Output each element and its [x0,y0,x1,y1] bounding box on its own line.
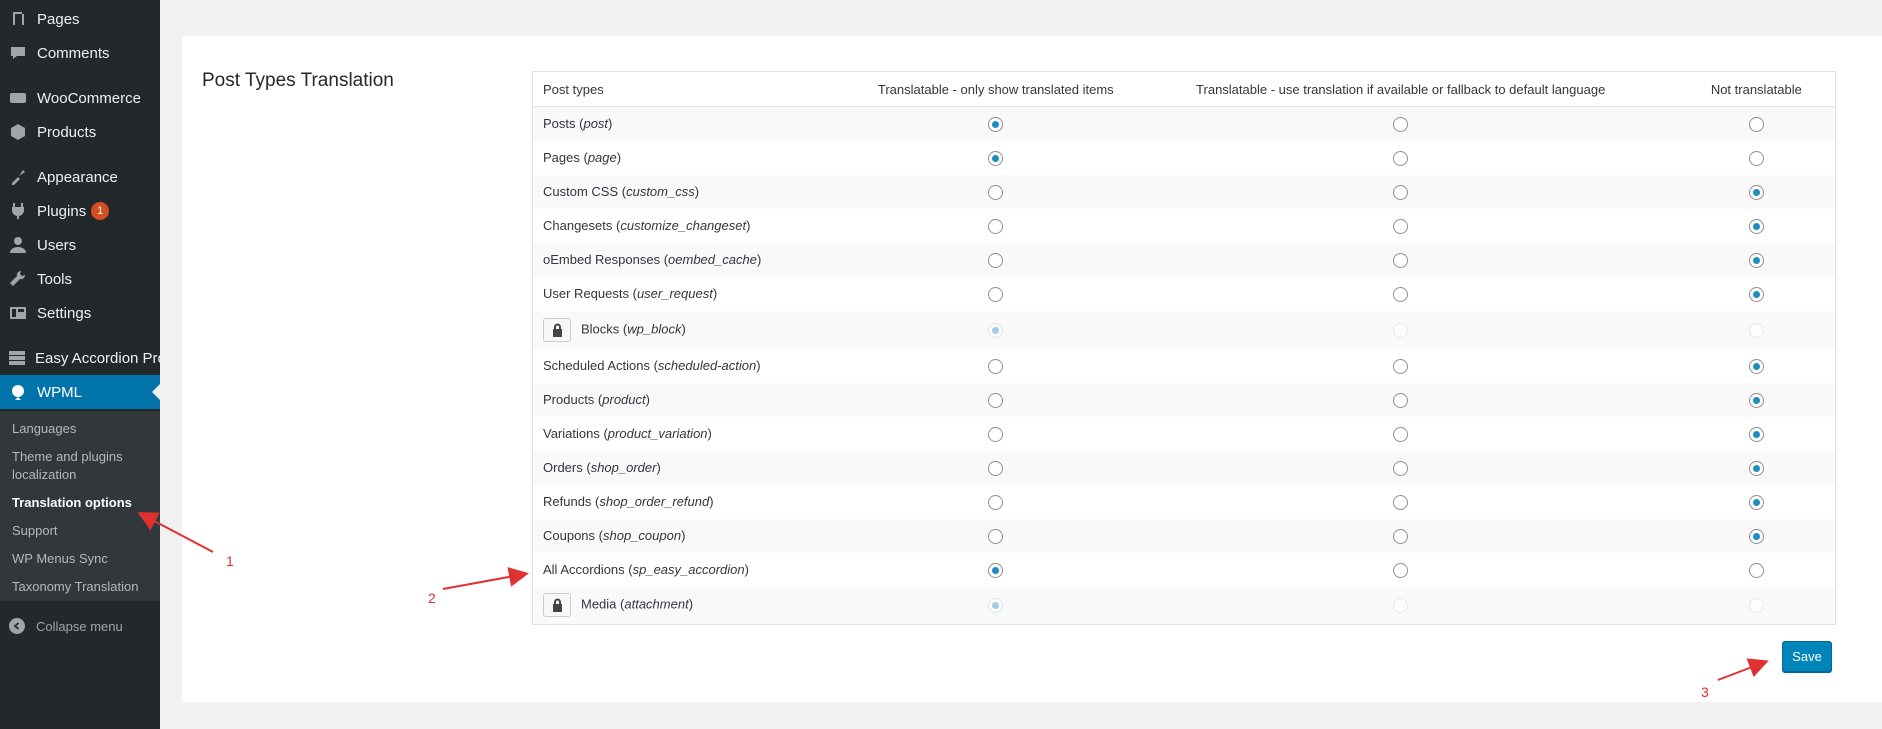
post-type-slug: product [602,392,646,407]
post-type-label: Posts [543,116,576,132]
radio-cell [868,519,1124,553]
update-count-badge: 1 [91,202,109,220]
post-type-label: Scheduled Actions [543,358,650,373]
table-row [533,209,1836,243]
post-type-label: Media [581,596,617,612]
radio-cell [868,243,1124,277]
not-translatable-radio[interactable] [1749,117,1764,132]
settings-icon [8,303,28,323]
appearance-icon [8,167,28,187]
sidebar-item-label: Settings [37,304,92,322]
not-translatable-radio[interactable] [1749,563,1764,578]
radio-cell [1124,175,1678,209]
wpml-icon [8,382,28,402]
radio-cell [1678,451,1836,485]
post-type-label: All Accordions [543,562,625,577]
collapse-menu-label: Collapse menu [36,618,123,634]
radio-cell [1678,485,1836,519]
table-row [533,451,1836,485]
radio-cell [1124,451,1678,485]
post-type-slug: custom_css [626,184,695,199]
post-type-label: Products [543,392,595,407]
radio-cell [1124,417,1678,451]
not-translatable-radio[interactable] [1749,427,1764,442]
translatable-fallback-radio[interactable] [1393,495,1408,510]
post-type-name-cell: Variations (product_variation) [543,426,712,441]
post-type-label: Coupons [543,528,596,543]
not-translatable-radio[interactable] [1749,495,1764,510]
radio-cell [868,587,1124,625]
radio-cell [1124,311,1678,349]
submenu-item-wp-menus-sync[interactable]: WP Menus Sync [12,551,108,566]
radio-cell [868,277,1124,311]
post-type-name-cell: Orders (shop_order) [533,451,868,485]
sidebar-item-comments[interactable] [0,36,160,70]
sidebar-item-woocommerce[interactable] [0,81,160,115]
woocommerce-icon [8,88,28,108]
post-type-label: Variations [543,426,600,441]
radio-cell [1678,311,1836,349]
submenu-item-support[interactable]: Support [12,523,58,538]
not-translatable-radio [1749,323,1764,338]
table-row [533,417,1836,451]
translatable-fallback-radio[interactable] [1393,461,1408,476]
radio-cell [1678,587,1836,625]
radio-cell [1678,107,1836,141]
post-type-label: Changesets [543,218,613,233]
radio-cell [1678,209,1836,243]
collapse-arrow-icon [9,618,25,634]
pages-icon [8,9,28,29]
post-type-name-cell: Pages (page) [543,150,622,165]
header-translatable-only: Translatable - only show translated items [868,72,1124,107]
post-type-name-cell: User Requests (user_request) [543,286,718,301]
radio-cell [1124,485,1678,519]
tools-icon [8,269,28,289]
translatable-only-radio[interactable] [988,185,1003,200]
translatable-fallback-radio[interactable] [1393,219,1408,234]
sidebar-item-plugins[interactable] [0,194,160,228]
not-translatable-radio[interactable] [1749,253,1764,268]
radio-cell [1678,553,1836,587]
sidebar-item-settings[interactable] [0,296,160,330]
translatable-fallback-radio[interactable] [1393,529,1408,544]
translatable-only-radio[interactable] [988,529,1003,544]
plugins-icon [8,201,28,221]
radio-cell [1678,349,1836,383]
radio-cell [868,485,1124,519]
translatable-fallback-radio[interactable] [1393,393,1408,408]
post-type-name-cell: oEmbed Responses (oembed_cache) [533,243,868,277]
table-row [533,587,1836,625]
sidebar-item-wpml[interactable] [0,375,160,409]
radio-cell [868,141,1124,175]
header-post-types: Post types [533,72,868,107]
radio-cell [1124,383,1678,417]
lock-icon[interactable] [543,318,571,342]
table-row [533,311,1836,349]
sidebar-item-label: Easy Accordion Pro [35,349,166,367]
post-type-slug: shop_order_refund [599,494,710,509]
radio-cell [1124,349,1678,383]
post-type-slug: post [583,116,609,132]
post-type-slug: sp_easy_accordion [632,562,745,577]
radio-cell [868,451,1124,485]
radio-cell [1124,277,1678,311]
sidebar-item-easy-accordion-pro[interactable] [0,341,166,375]
post-type-slug: product_variation [607,426,708,441]
translatable-fallback-radio[interactable] [1393,117,1408,132]
not-translatable-radio[interactable] [1749,359,1764,374]
header-translatable-fallback: Translatable - use translation if available or fallback to default language [1124,72,1678,107]
post-type-slug: attachment [624,596,689,612]
post-types-table [532,71,1836,625]
post-type-name-cell: Posts (post) [533,107,868,141]
post-type-label: oEmbed Responses [543,252,661,267]
translatable-only-radio[interactable] [988,461,1003,476]
post-type-label: Pages [543,150,580,165]
table-row [533,553,1836,587]
collapse-menu-button[interactable] [0,613,160,639]
not-translatable-radio[interactable] [1749,287,1764,302]
translatable-only-radio[interactable] [988,495,1003,510]
post-type-slug: oembed_cache [668,252,757,267]
post-type-label: Custom CSS [543,184,619,199]
translatable-only-radio[interactable] [988,117,1003,132]
post-type-slug: shop_order [590,460,657,475]
sidebar-item-label: Pages [37,10,80,28]
post-type-name-cell: Refunds (shop_order_refund) [543,494,714,509]
radio-cell [868,107,1124,141]
post-type-name-cell: Coupons (shop_coupon) [533,519,868,553]
submenu-item-theme-localization[interactable]: Theme and plugins localization [12,449,123,482]
post-type-name-cell: Blocks (wp_block) [533,311,868,349]
table-row [533,349,1836,383]
radio-cell [868,311,1124,349]
sidebar-item-label: WooCommerce [37,89,141,107]
radio-cell [1678,383,1836,417]
post-type-name-cell: Custom CSS (custom_css) [533,175,868,209]
translatable-only-radio[interactable] [988,151,1003,166]
post-type-label: Refunds [543,494,592,509]
radio-cell [1124,553,1678,587]
radio-cell [1124,209,1678,243]
translatable-fallback-radio[interactable] [1393,151,1408,166]
post-type-slug: user_request [636,286,713,301]
sidebar-item-label: Users [37,236,77,254]
users-icon [8,235,28,255]
sidebar-item-label: Comments [37,44,110,62]
post-type-label: Blocks [581,320,620,336]
translatable-only-radio [988,598,1003,613]
sidebar-item-pages[interactable] [0,2,160,36]
wpml-submenu [0,411,160,601]
section-title: Post Types Translation [202,70,394,91]
translatable-only-radio[interactable] [988,253,1003,268]
translatable-fallback-radio[interactable] [1393,563,1408,578]
sidebar-item-label: Tools [37,270,73,288]
post-type-name-cell: All Accordions (sp_easy_accordion) [543,562,749,577]
post-type-name-cell: Media (attachment) [533,587,868,625]
comments-icon [8,43,28,63]
submenu-item-translation-options[interactable]: Translation options [12,495,132,510]
not-translatable-radio[interactable] [1749,219,1764,234]
post-type-slug: page [587,150,617,165]
annotation-number-3: 3 [1701,684,1709,700]
submenu-item-taxonomy-translation[interactable]: Taxonomy Translation [12,579,139,594]
radio-cell [868,383,1124,417]
translatable-only-radio[interactable] [988,359,1003,374]
table-row [533,175,1836,209]
translatable-only-radio [988,323,1003,338]
translatable-only-radio[interactable] [988,219,1003,234]
radio-cell [868,553,1124,587]
sidebar-item-label: Appearance [37,168,118,186]
not-translatable-radio[interactable] [1749,529,1764,544]
table-row [533,383,1836,417]
sidebar-item-label: WPML [37,383,82,401]
translatable-only-radio[interactable] [988,563,1003,578]
lock-icon[interactable] [543,593,571,617]
radio-cell [1124,519,1678,553]
translatable-fallback-radio[interactable] [1393,287,1408,302]
post-type-name-cell: Products (product) [533,383,868,417]
not-translatable-radio[interactable] [1749,185,1764,200]
accordion-icon [8,348,26,368]
sidebar-item-label: Plugins [37,202,87,220]
translatable-fallback-radio[interactable] [1393,185,1408,200]
products-icon [8,122,28,142]
translatable-only-radio[interactable] [988,287,1003,302]
translatable-fallback-radio [1393,323,1408,338]
not-translatable-radio [1749,598,1764,613]
radio-cell [1124,107,1678,141]
radio-cell [1678,277,1836,311]
translatable-fallback-radio[interactable] [1393,359,1408,374]
radio-cell [1678,519,1836,553]
radio-cell [1124,587,1678,625]
not-translatable-radio[interactable] [1749,393,1764,408]
translatable-only-radio[interactable] [988,427,1003,442]
header-not-translatable: Not translatable [1678,72,1836,107]
table-row [533,519,1836,553]
translatable-fallback-radio [1393,598,1408,613]
post-type-label: Orders [543,460,583,475]
sidebar-item-products[interactable] [0,115,160,149]
save-button[interactable]: Save [1782,641,1832,672]
translatable-fallback-radio[interactable] [1393,253,1408,268]
sidebar-item-users[interactable] [0,228,160,262]
admin-sidebar [0,0,166,729]
radio-cell [1678,141,1836,175]
post-type-slug: scheduled-action [657,358,757,373]
radio-cell [868,349,1124,383]
post-types-translation-panel [182,36,1882,702]
annotation-number-2: 2 [428,590,436,606]
not-translatable-radio[interactable] [1749,461,1764,476]
not-translatable-radio[interactable] [1749,151,1764,166]
post-type-name-cell: Changesets (customize_changeset) [543,218,751,233]
post-type-label: User Requests [543,286,629,301]
radio-cell [1124,141,1678,175]
table-row [533,107,1836,141]
sidebar-item-appearance[interactable] [0,160,160,194]
table-row [533,243,1836,277]
post-type-slug: wp_block [627,320,682,336]
post-type-slug: shop_coupon [603,528,682,543]
radio-cell [868,417,1124,451]
table-row [533,141,1836,175]
radio-cell [1678,417,1836,451]
sidebar-item-label: Products [37,123,97,141]
radio-cell [868,209,1124,243]
table-header-row [533,72,1836,107]
radio-cell [1124,243,1678,277]
translatable-only-radio[interactable] [988,393,1003,408]
radio-cell [1678,243,1836,277]
radio-cell [1678,175,1836,209]
submenu-item-languages[interactable]: Languages [12,421,77,436]
radio-cell [868,175,1124,209]
post-type-slug: customize_changeset [620,218,747,233]
annotation-number-1: 1 [226,553,234,569]
table-row [533,485,1836,519]
table-row [533,277,1836,311]
sidebar-item-tools[interactable] [0,262,160,296]
translatable-fallback-radio[interactable] [1393,427,1408,442]
active-menu-pointer [152,384,160,400]
post-type-name-cell: Scheduled Actions (scheduled-action) [543,358,761,373]
